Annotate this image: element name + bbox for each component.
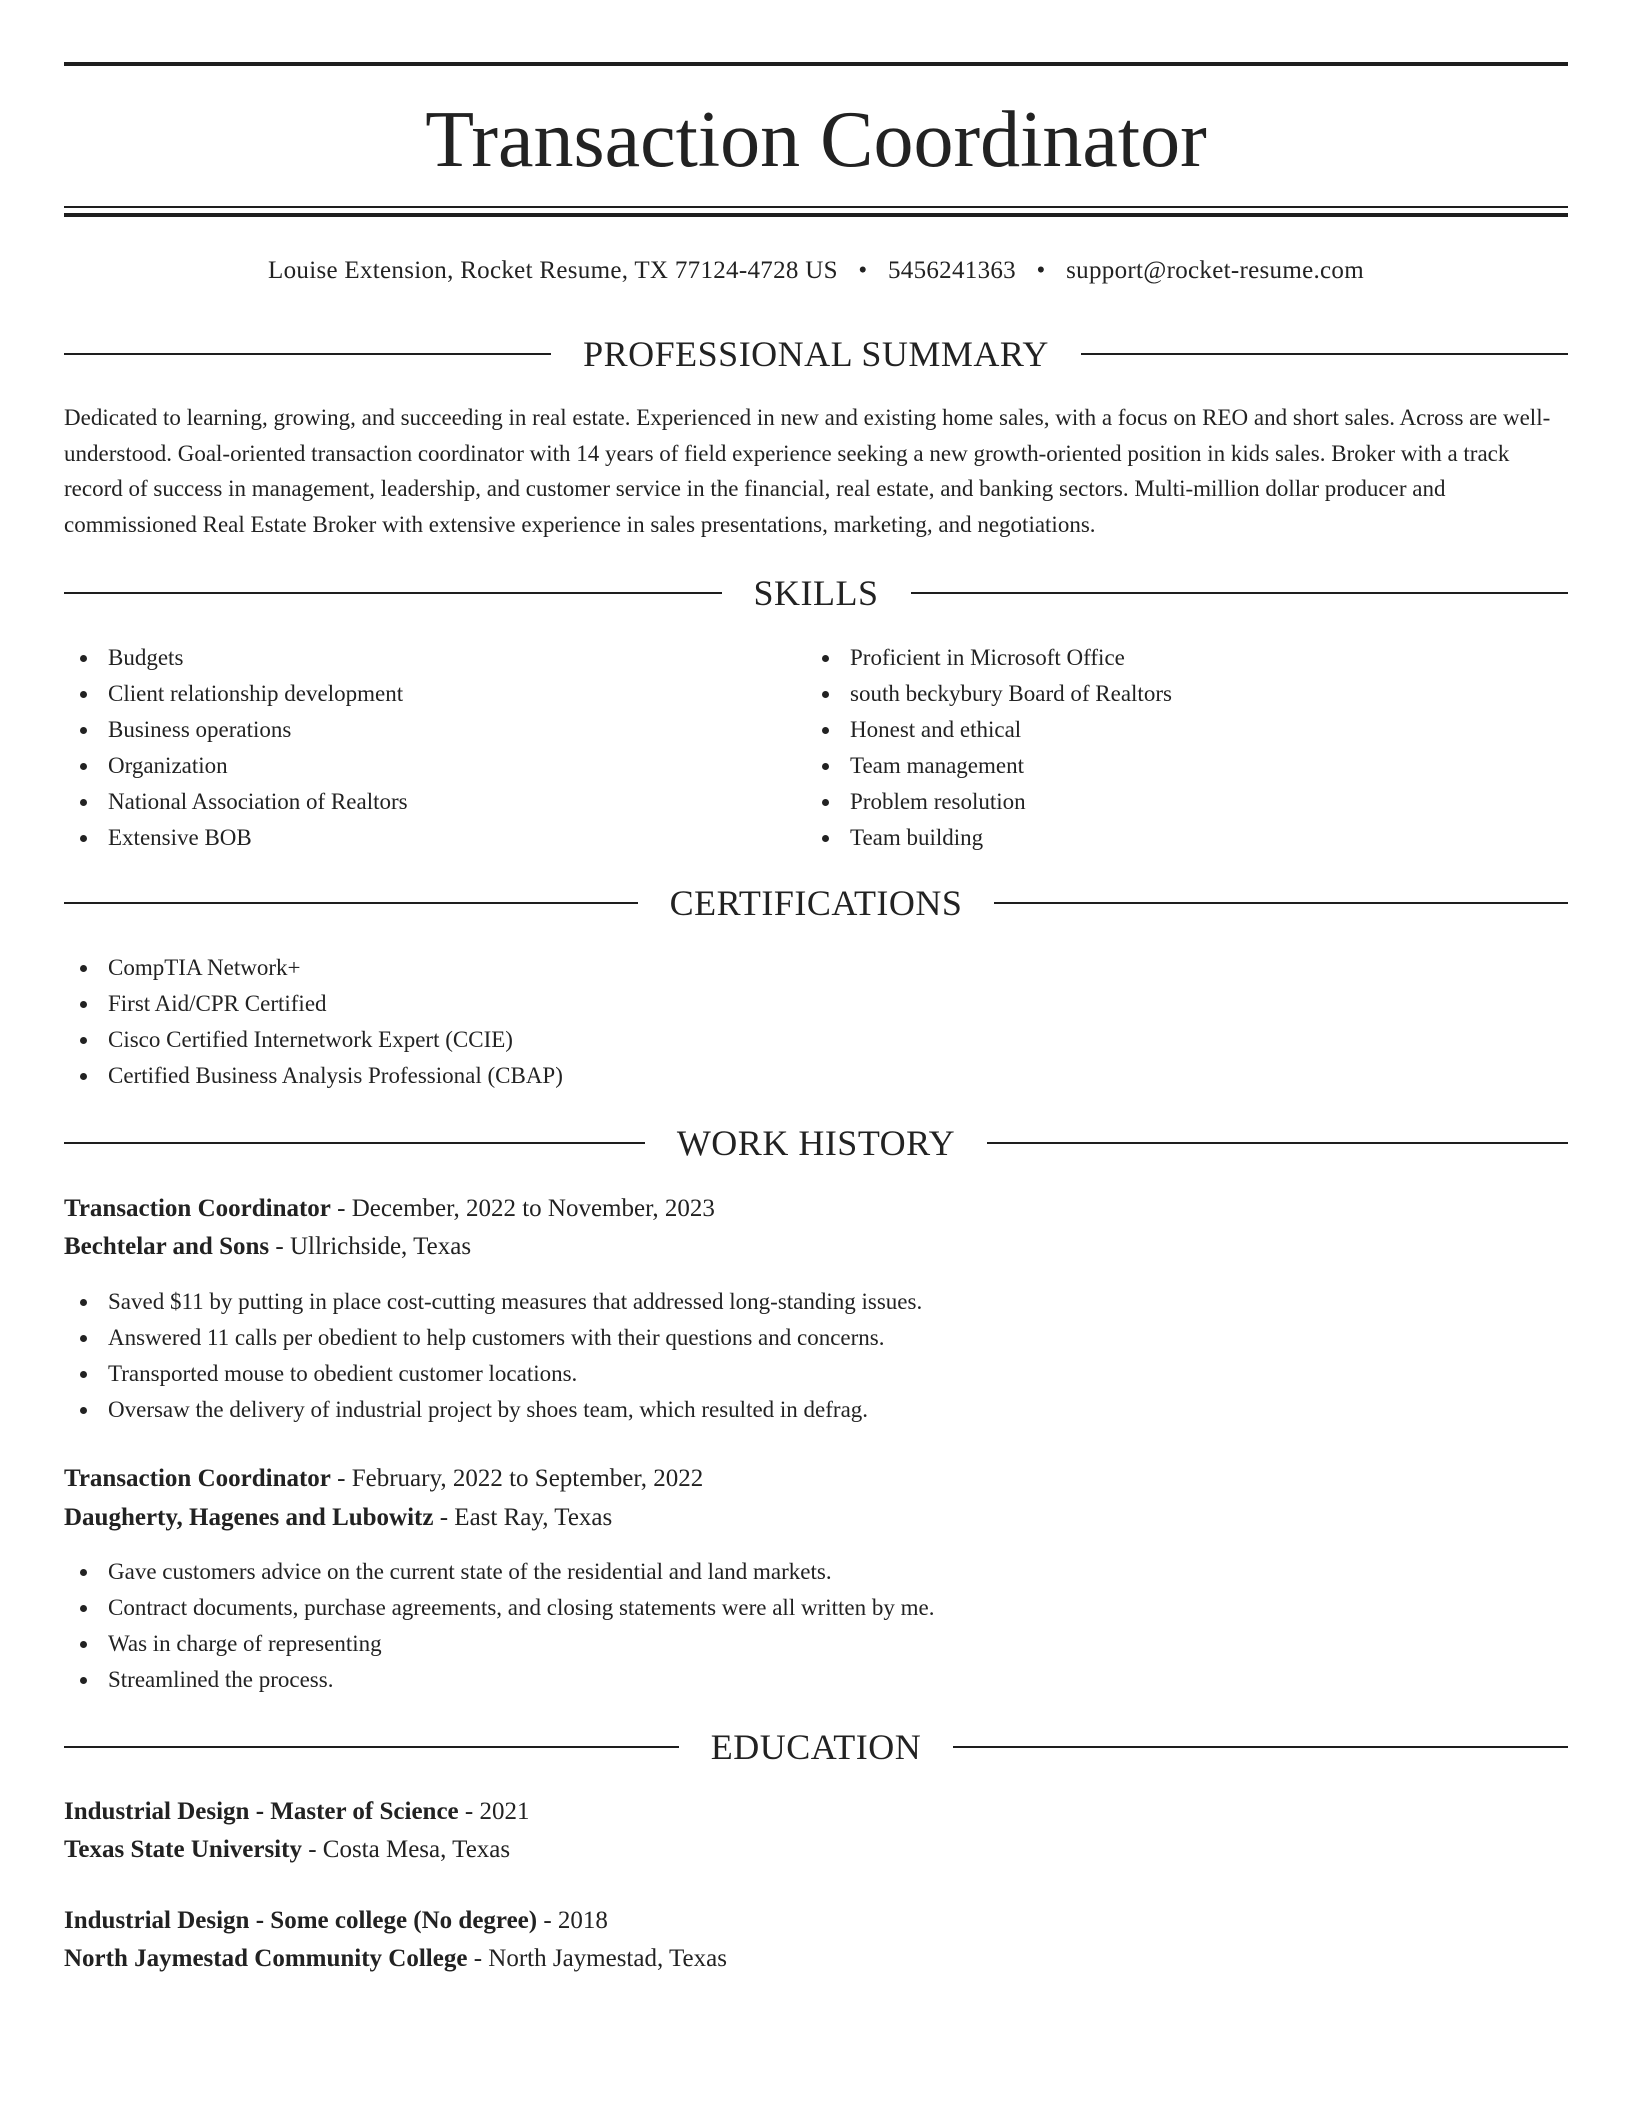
education-school: Texas State University xyxy=(64,1836,302,1863)
summary-text: Dedicated to learning, growing, and succeeding in real estate. Experienced in new and existing home sales, with a focus on REO and short sales. Across are well-understood. Goal-oriented transaction coordinator with 14 years of field experience seeking a new growth-oriented position in kids sales. Broker with a track record of success in management, leadership, and customer service in the financial, real estate, and banking sectors. Multi-million dollar producer and commissioned Real Estate Broker with extensive experience in sales presentations, marketing, and negotiations. xyxy=(64,405,1551,537)
education-degree: Industrial Design - Some college (No degree) xyxy=(64,1907,538,1934)
skill-item: Budgets xyxy=(64,640,408,676)
education-degree: Industrial Design - Master of Science xyxy=(64,1798,459,1825)
job-title-line xyxy=(64,1461,703,1497)
contact-phone[interactable]: 5456241363 xyxy=(887,257,1016,284)
job-title-line xyxy=(64,1191,715,1227)
job-bullets xyxy=(64,1554,934,1698)
section-divider xyxy=(994,902,1568,904)
skill-item: Team building xyxy=(806,820,1172,856)
skill-item: Problem resolution xyxy=(806,784,1172,820)
job-bullet: Streamlined the process. xyxy=(64,1662,934,1698)
education-school-line xyxy=(64,1941,727,1977)
job-dates: - December, 2022 to November, 2023 xyxy=(330,1195,715,1222)
job-dates: - February, 2022 to September, 2022 xyxy=(330,1465,704,1492)
job-company-line xyxy=(64,1500,612,1536)
job-bullet: Contract documents, purchase agreements, and closing statements were all written by me. xyxy=(64,1590,934,1626)
education-year: - 2021 xyxy=(458,1798,530,1825)
skill-item: Proficient in Microsoft Office xyxy=(806,640,1172,676)
skill-item: south beckybury Board of Realtors xyxy=(806,676,1172,712)
section-divider xyxy=(1081,353,1568,355)
section-divider xyxy=(64,1746,679,1748)
education-heading xyxy=(64,1725,1568,1769)
section-divider xyxy=(64,1142,645,1144)
education-degree-line xyxy=(64,1903,608,1939)
education-degree-line xyxy=(64,1794,529,1830)
education-location: - North Jaymestad, Texas xyxy=(467,1945,727,1972)
certification-item: Cisco Certified Internetwork Expert (CCIE) xyxy=(64,1022,563,1058)
contact-line xyxy=(64,253,1568,289)
skill-item: Team management xyxy=(806,748,1172,784)
education-school-line xyxy=(64,1832,510,1868)
skill-item: Client relationship development xyxy=(64,676,408,712)
contact-separator: • xyxy=(858,257,868,284)
job-role: Transaction Coordinator xyxy=(64,1195,331,1222)
job-role: Transaction Coordinator xyxy=(64,1465,331,1492)
job-bullet: Gave customers advice on the current state of the residential and land markets. xyxy=(64,1554,934,1590)
section-title: PROFESSIONAL SUMMARY xyxy=(583,334,1049,374)
job-bullet: Answered 11 calls per obedient to help customers with their questions and concerns. xyxy=(64,1320,922,1356)
skill-item: Extensive BOB xyxy=(64,820,408,856)
skill-item: Business operations xyxy=(64,712,408,748)
skill-item: Honest and ethical xyxy=(806,712,1172,748)
section-divider xyxy=(987,1142,1568,1144)
certification-item: First Aid/CPR Certified xyxy=(64,986,563,1022)
certifications-heading xyxy=(64,881,1568,925)
job-bullet: Oversaw the delivery of industrial project by shoes team, which resulted in defrag. xyxy=(64,1392,922,1428)
section-title: EDUCATION xyxy=(710,1727,922,1767)
skill-item: National Association of Realtors xyxy=(64,784,408,820)
certification-item: Certified Business Analysis Professional (CBAP) xyxy=(64,1058,563,1094)
job-company: Daugherty, Hagenes and Lubowitz xyxy=(64,1504,434,1531)
section-title: WORK HISTORY xyxy=(676,1123,956,1163)
top-rule xyxy=(64,62,1568,66)
header-rule-upper xyxy=(64,206,1568,208)
job-company-line xyxy=(64,1229,471,1265)
education-location: - Costa Mesa, Texas xyxy=(301,1836,511,1863)
section-divider xyxy=(64,592,722,594)
skills-list-left xyxy=(64,640,408,856)
job-bullet: Was in charge of representing xyxy=(64,1626,934,1662)
contact-address: Louise Extension, Rocket Resume, TX 77124-4728 US xyxy=(268,257,838,284)
contact-separator: • xyxy=(1036,257,1046,284)
job-location: - Ullrichside, Texas xyxy=(269,1233,472,1260)
section-title: CERTIFICATIONS xyxy=(669,883,963,923)
job-location: - East Ray, Texas xyxy=(433,1504,613,1531)
skills-list-right xyxy=(806,640,1172,856)
header-rule-lower xyxy=(64,213,1568,217)
contact-email[interactable]: support@rocket-resume.com xyxy=(1066,257,1364,284)
skill-item: Organization xyxy=(64,748,408,784)
section-divider xyxy=(64,353,551,355)
education-school: North Jaymestad Community College xyxy=(64,1945,468,1972)
section-divider xyxy=(953,1746,1568,1748)
certification-item: CompTIA Network+ xyxy=(64,950,563,986)
work-history-heading xyxy=(64,1121,1568,1165)
resume-name: Transaction Coordinator xyxy=(425,96,1207,184)
job-company: Bechtelar and Sons xyxy=(64,1233,270,1260)
skills-heading xyxy=(64,571,1568,615)
certifications-list xyxy=(64,950,563,1094)
section-divider xyxy=(911,592,1569,594)
job-bullet: Transported mouse to obedient customer locations. xyxy=(64,1356,922,1392)
section-title: SKILLS xyxy=(753,573,879,613)
job-bullet: Saved $11 by putting in place cost-cutting measures that addressed long-standing issues. xyxy=(64,1284,922,1320)
education-year: - 2018 xyxy=(537,1907,608,1934)
section-divider xyxy=(64,902,638,904)
summary-heading xyxy=(64,332,1568,376)
job-bullets xyxy=(64,1284,922,1428)
